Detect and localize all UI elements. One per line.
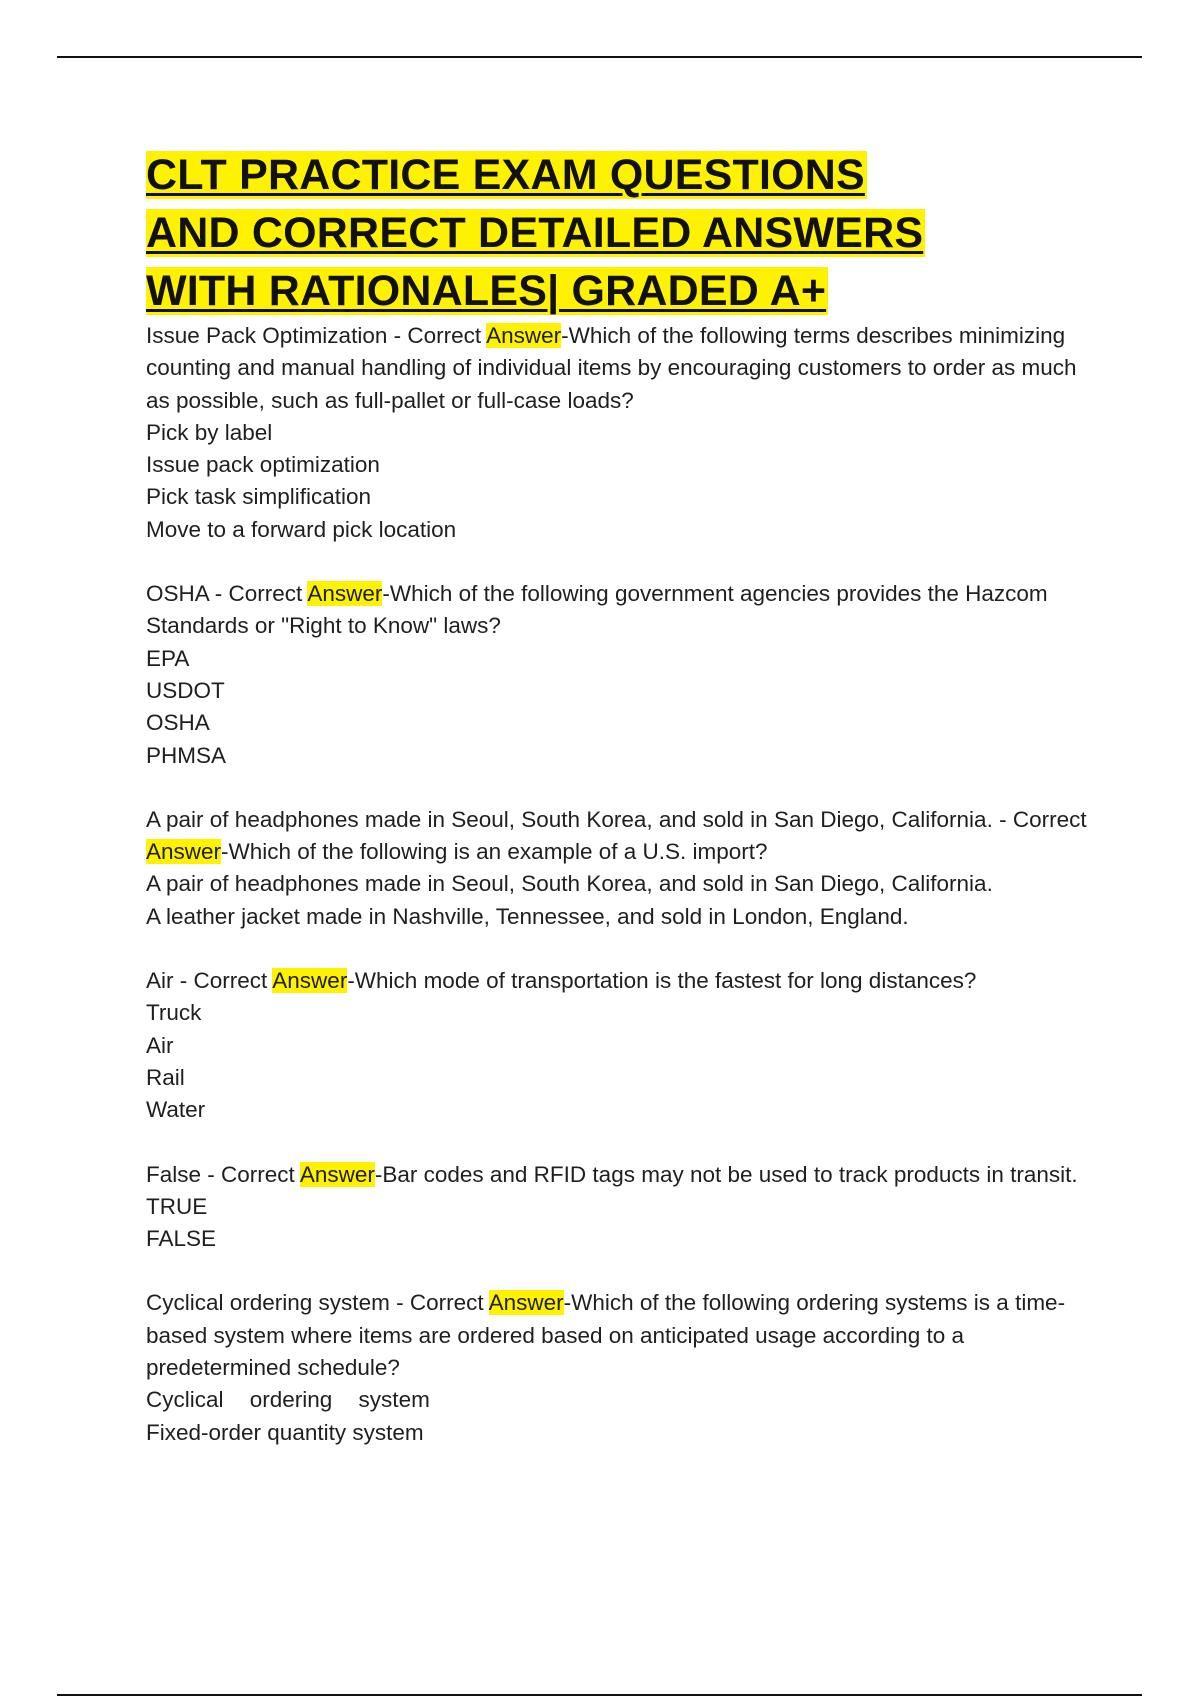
- option: EPA: [146, 645, 190, 671]
- option: Pick task simplification: [146, 484, 372, 510]
- option: Fixed-order quantity system: [146, 1419, 424, 1445]
- qa-item: [146, 1287, 1096, 1448]
- answer-highlight: Answer: [299, 1161, 375, 1187]
- option: Cyclical ordering system: [146, 1387, 430, 1413]
- option: USDOT: [146, 677, 225, 703]
- qa-item: [146, 965, 1096, 1126]
- option: A leather jacket made in Nashville, Tennessee, and sold in London, England.: [146, 903, 909, 929]
- option: Truck: [146, 1000, 202, 1026]
- qa-question: Cyclical ordering system - Correct Answer-Which of the following ordering systems is a time-based system where items are ordered based on anticipated usage according to a predetermined schedule?: [146, 1290, 1066, 1381]
- option: OSHA: [146, 710, 210, 736]
- option: Water: [146, 1097, 206, 1123]
- title-line: CLT PRACTICE EXAM QUESTIONS: [146, 151, 865, 199]
- answer-highlight: Answer: [272, 968, 348, 994]
- qa-item: [146, 320, 1096, 546]
- answer-text: False: [146, 1161, 202, 1187]
- option: TRUE: [146, 1193, 208, 1219]
- qa-question: OSHA - Correct Answer-Which of the following government agencies provides the Hazcom Standards or "Right to Know" laws?: [146, 581, 1048, 639]
- option: Pick by label: [146, 419, 273, 445]
- answer-highlight: Answer: [146, 839, 222, 865]
- page-content: [146, 146, 1096, 1481]
- top-rule: [57, 56, 1142, 58]
- answer-highlight: Answer: [307, 581, 383, 607]
- option: FALSE: [146, 1226, 217, 1252]
- qa-item: [146, 1159, 1096, 1256]
- answer-text: OSHA: [146, 581, 209, 607]
- title-line: WITH RATIONALES| GRADED A+: [146, 267, 827, 315]
- question-text: -Which of the following terms describes minimizing counting and manual handling of individual items by encouraging customers to order as much as possible, such as full-pallet or full-case loads?: [146, 323, 1077, 413]
- question-text: -Which of the following is an example of a U.S. import?: [221, 839, 768, 865]
- qa-item: [146, 804, 1096, 933]
- answer-text: Issue Pack Optimization: [146, 323, 388, 348]
- document-title: [146, 146, 1096, 320]
- qa-question: False - Correct Answer-Bar codes and RFID tags may not be used to track products in transit.: [146, 1161, 1078, 1187]
- question-text: -Bar codes and RFID tags may not be used to track products in transit.: [374, 1161, 1078, 1187]
- option: Rail: [146, 1064, 185, 1090]
- option: PHMSA: [146, 742, 227, 768]
- answer-highlight: Answer: [486, 323, 562, 348]
- qa-question: Issue Pack Optimization - Correct Answer-Which of the following terms describes minimizing counting and manual handling of individual items by encouraging customers to order as much as possible, such as full-pallet or full-case loads?: [146, 323, 1077, 413]
- option: Air: [146, 1032, 174, 1058]
- option: Issue pack optimization: [146, 452, 380, 478]
- question-text: -Which of the following government agencies provides the Hazcom Standards or "Right to Know" laws?: [146, 581, 1048, 639]
- bottom-rule: [57, 1694, 1142, 1696]
- answer-text: Cyclical ordering system: [146, 1290, 390, 1316]
- option: Move to a forward pick location: [146, 516, 457, 542]
- qa-list: [146, 320, 1096, 1449]
- qa-question: Air - Correct Answer-Which mode of transportation is the fastest for long distances?: [146, 968, 977, 994]
- qa-item: [146, 578, 1096, 772]
- qa-question: A pair of headphones made in Seoul, South Korea, and sold in San Diego, California. - Correct Answer-Which of the following is an example of a U.S. import?: [146, 806, 1087, 865]
- answer-text: Air: [146, 968, 174, 994]
- question-text: -Which of the following ordering systems is a time-based system where items are ordered based on anticipated usage according to a predetermined schedule?: [146, 1290, 1066, 1381]
- answer-highlight: Answer: [488, 1290, 564, 1316]
- option: A pair of headphones made in Seoul, South Korea, and sold in San Diego, California.: [146, 871, 993, 897]
- title-line: AND CORRECT DETAILED ANSWERS: [146, 209, 924, 257]
- answer-text: A pair of headphones made in Seoul, South Korea, and sold in San Diego, California.: [146, 806, 993, 832]
- question-text: -Which mode of transportation is the fastest for long distances?: [347, 968, 977, 994]
